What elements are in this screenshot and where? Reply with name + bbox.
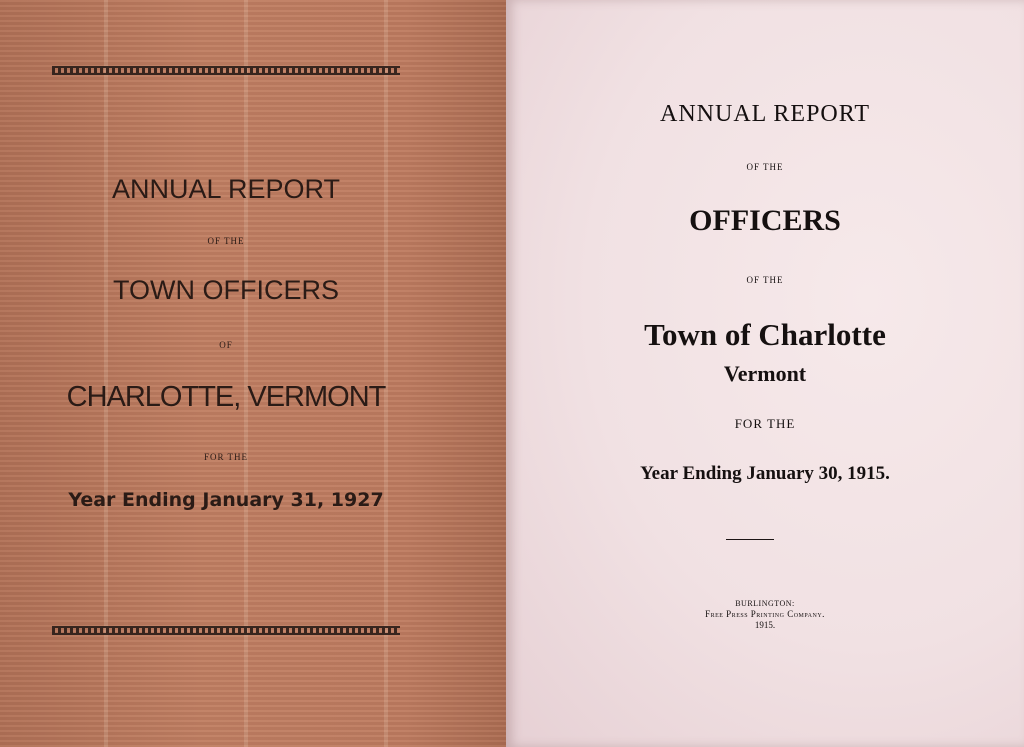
right-connector-for-the: FOR THE bbox=[734, 416, 796, 431]
top-ornamental-border bbox=[52, 66, 400, 75]
left-connector-of: OF bbox=[219, 340, 233, 350]
left-year-ending: Year Ending January 31, 1927 bbox=[68, 489, 384, 511]
left-connector-of-the: OF THE bbox=[207, 236, 245, 246]
right-separator-rule bbox=[726, 539, 774, 540]
left-title-charlotte-vermont: CHARLOTTE, VERMONT bbox=[66, 381, 386, 413]
right-connector-of-the-2: OF THE bbox=[746, 275, 784, 285]
right-connector-of-the-1: OF THE bbox=[746, 162, 784, 172]
left-cover-page bbox=[0, 0, 506, 747]
left-title-annual-report: ANNUAL REPORT bbox=[111, 174, 341, 204]
right-title-page bbox=[506, 0, 1024, 747]
right-year-ending: Year Ending January 30, 1915. bbox=[640, 463, 890, 484]
right-town-of-charlotte: Town of Charlotte bbox=[644, 317, 886, 352]
left-connector-for-the: FOR THE bbox=[203, 452, 249, 462]
imprint-city: BURLINGTON: bbox=[735, 599, 795, 608]
left-title-town-officers: TOWN OFFICERS bbox=[113, 275, 339, 305]
right-title-annual-report: ANNUAL REPORT bbox=[659, 101, 870, 127]
bottom-ornamental-border bbox=[52, 626, 400, 635]
imprint-year: 1915. bbox=[754, 620, 776, 630]
right-title-officers: OFFICERS bbox=[689, 204, 841, 237]
right-state-vermont: Vermont bbox=[723, 361, 807, 386]
imprint-publisher: Free Press Printing Company. bbox=[705, 609, 825, 619]
